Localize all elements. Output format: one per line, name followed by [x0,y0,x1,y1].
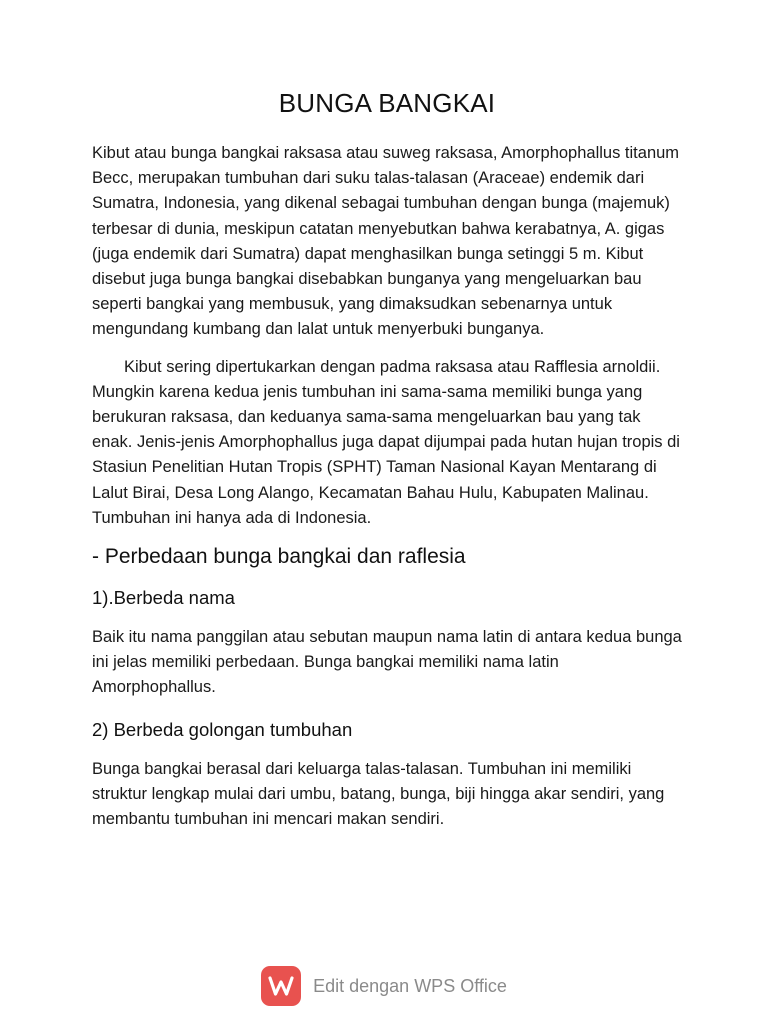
point-heading-2: 2) Berbeda golongan tumbuhan [92,718,353,740]
wps-edit-banner[interactable] [0,966,768,1006]
document-title: BUNGA BANGKAI [278,88,496,118]
point-text-2: Bunga bangkai berasal dari keluarga talas-talasan. Tumbuhan ini memiliki struktur lengkap mulai dari umbu, batang, bunga, biji hingga akar sendiri, yang membantu tumbuhan ini mencari makan sendiri. [92,759,665,829]
paragraph-comparison: Kibut sering dipertukarkan dengan padma raksasa atau Rafflesia arnoldii. Mungkin karena kedua jenis tumbuhan ini sama-sama memiliki bunga yang berukuran raksasa, dan keduanya sama-sama mengeluarkan bau yang tak enak. Jenis-jenis Amorphophallus juga dapat dijumpai pada hutan hujan tropis di Stasiun Penelitian Hutan Tropis (SPHT) Taman Nasional Kayan Mentarang di Lalut Birai, Desa Long Alango, Kecamatan Bahau Hulu, Kabupaten Malinau. Tumbuhan ini hanya ada di Indonesia. [92,357,680,527]
paragraph-intro: Kibut atau bunga bangkai raksasa atau suweg raksasa, Amorphophallus titanum Becc, merupakan tumbuhan dari suku talas-talasan (Araceae) endemik dari Sumatra, Indonesia, yang dikenal sebagai tumbuhan dengan bunga (majemuk) terbesar di dunia, meskipun catatan menyebutkan bahwa kerabatnya, A. gigas (juga endemik dari Sumatra) dapat menghasilkan bunga setinggi 5 m. Kibut disebut juga bunga bangkai disebabkan bunganya yang mengeluarkan bau seperti bangkai yang membusuk, yang dimaksudkan sebenarnya untuk mengundang kumbang dan lalat untuk menyerbuki bunganya. [92,144,680,339]
section-heading: - Perbedaan bunga bangkai dan raflesia [92,545,466,569]
edit-with-wps-link[interactable]: Edit dengan WPS Office [313,975,507,996]
point-heading-1: 1).Berbeda nama [92,587,235,609]
point-text-1: Baik itu nama panggilan atau sebutan maupun nama latin di antara kedua bunga ini jelas memiliki perbedaan. Bunga bangkai memiliki nama latin Amorphophallus. [92,628,682,697]
wps-office-logo-icon [261,966,301,1006]
document-page [92,88,682,844]
